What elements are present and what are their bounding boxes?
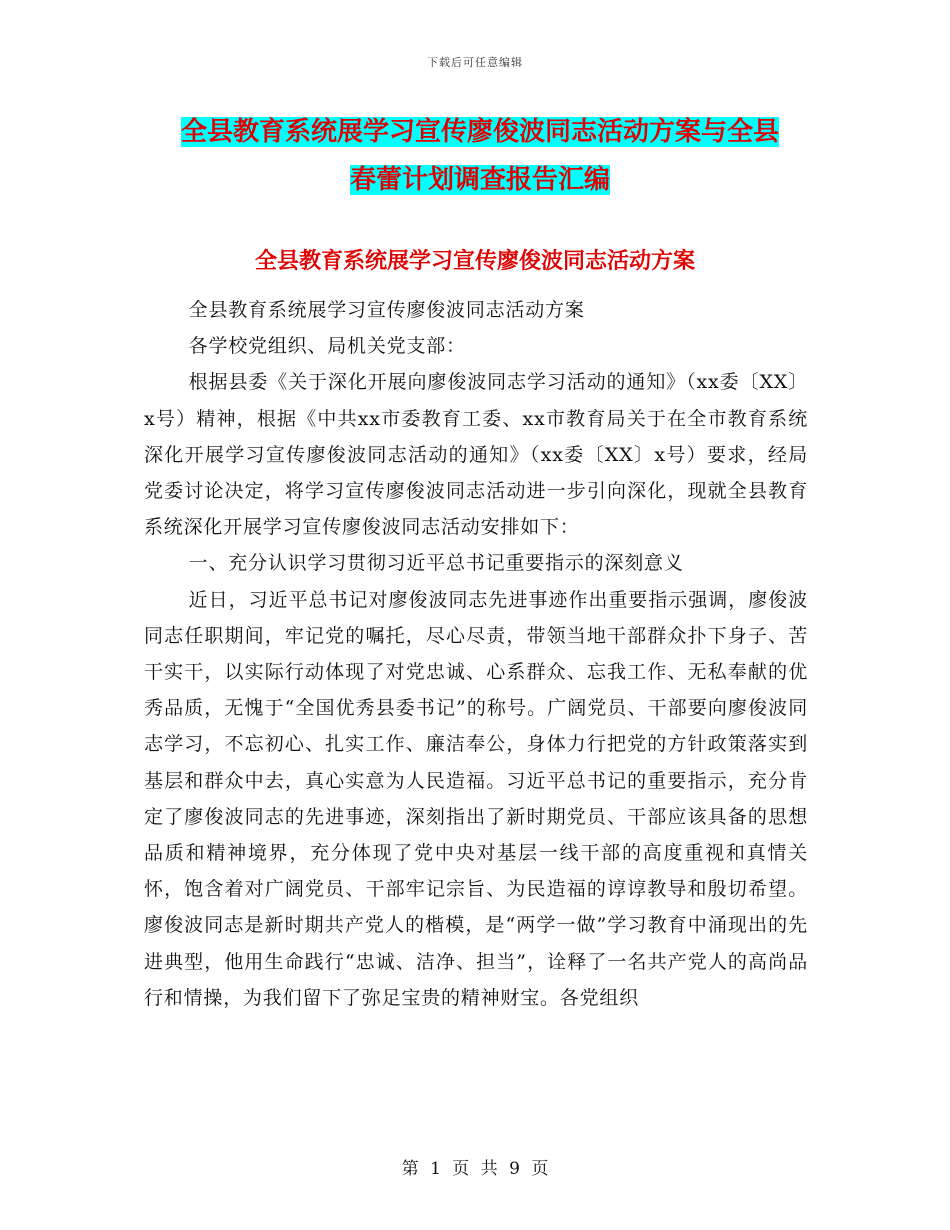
section-title: 全县教育系统展学习宣传廖俊波同志活动方案 — [254, 249, 695, 274]
document-title — [140, 108, 820, 204]
paragraph-heading-one: 一、充分认识学习贯彻习近平总书记重要指示的深刻意义 — [188, 552, 684, 575]
paragraph-introduction: 根据县委《关于深化开展向廖俊波同志学习活动的通知》（xx委〔XX〕x号）精神，根据《中共xx市委教育工委、xx市教育局关于在全市教育系统深化开展学习宣传廖俊波同志活动的通知》（xx委〔XX〕x号）要求，经局党委讨论决定，将学习宣传廖俊波同志活动进一步引向深化，现就全县教育系统深化开展学习宣传廖俊波同志活动安排如下： — [144, 371, 808, 539]
page-header: 下载后可任意编辑 — [427, 56, 523, 69]
document-title-line-1: 全县教育系统展学习宣传廖俊波同志活动方案与全县 — [180, 117, 779, 147]
paragraph-salutation: 各学校党组织、局机关党支部： — [188, 335, 466, 358]
paragraph-plan-name: 全县教育系统展学习宣传廖俊波同志活动方案 — [188, 299, 585, 321]
document-title-line-2: 春蕾计划调查报告汇编 — [349, 165, 610, 195]
document-body — [144, 292, 808, 1016]
page-number: 第 1 页 共 9 页 — [401, 1159, 549, 1179]
paragraph-body-one: 近日，习近平总书记对廖俊波同志先进事迹作出重要指示强调，廖俊波同志任职期间，牢记党的嘱托，尽心尽责，带领当地干部群众扑下身子、苦干实干，以实际行动体现了对党忠诚、心系群众、忘我工作、无私奉献的优秀品质，无愧于“全国优秀县委书记”的称号。广阔党员、干部要向廖俊波同志学习，不忘初心、扎实工作、廉洁奉公，身体力行把党的方针政策落实到基层和群众中去，真心实意为人民造福。习近平总书记的重要指示，充分肯定了廖俊波同志的先进事迹，深刻指出了新时期党员、干部应该具备的思想品质和精神境界，充分体现了党中央对基层一线干部的高度重视和真情关怀，饱含着对广阔党员、干部牢记宗旨、为民造福的谆谆教导和殷切希望。廖俊波同志是新时期共产党人的楷模，是“两学一做”学习教育中涌现出的先进典型，他用生命践行“忠诚、洁净、担当”，诠释了一名共产党人的高尚品行和情操，为我们留下了弥足宝贵的精神财宝。各党组织 — [144, 588, 808, 1009]
